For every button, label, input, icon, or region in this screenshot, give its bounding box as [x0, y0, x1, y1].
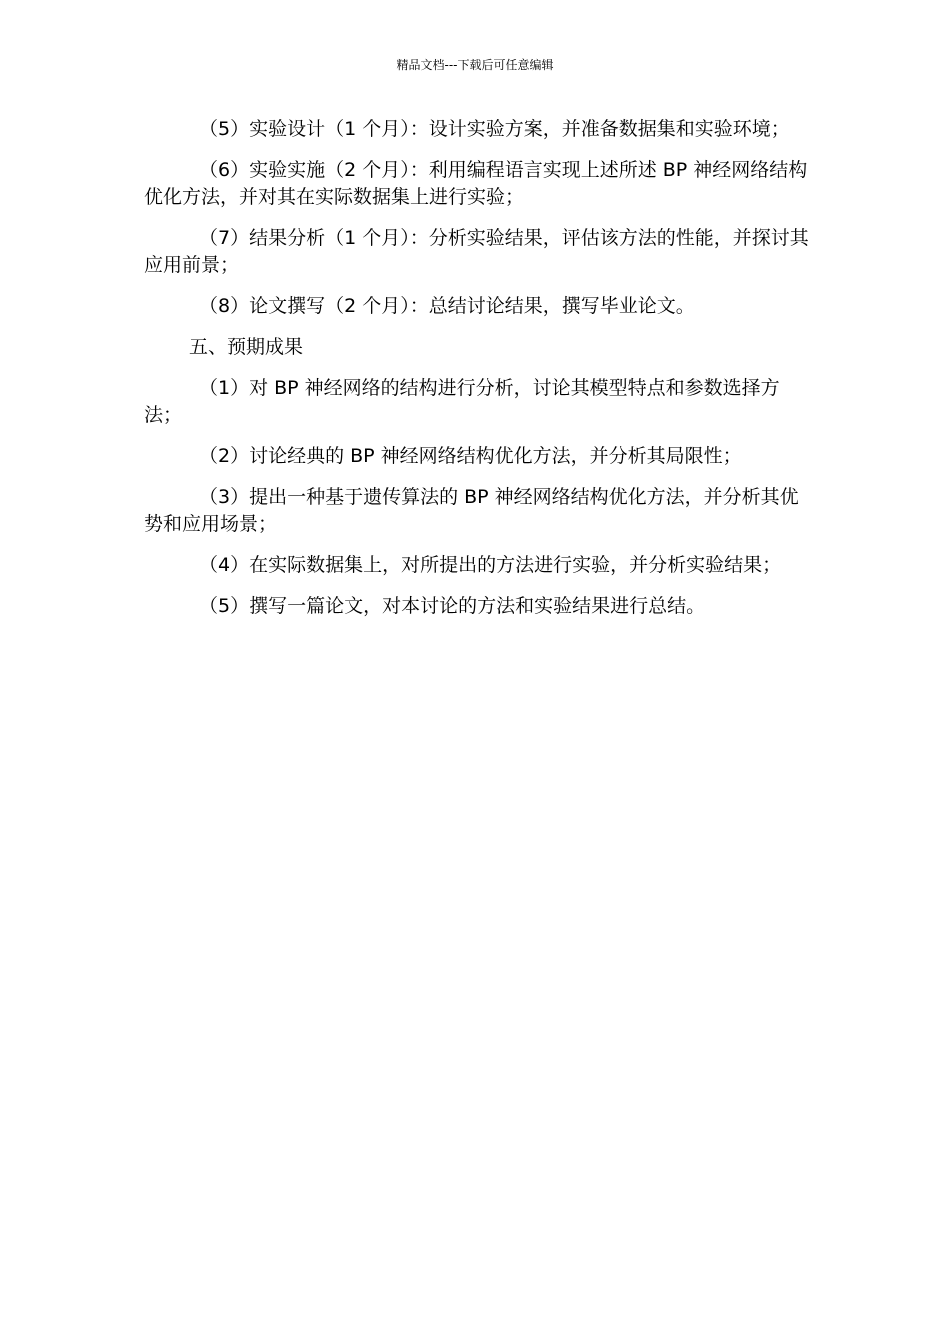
document-body	[144, 116, 812, 634]
plan-item-7: （7）结果分析（1 个月）：分析实验结果，评估该方法的性能，并探讨其应用前景；	[144, 227, 809, 276]
result-item-5: （5）撰写一篇论文，对本讨论的方法和实验结果进行总结。	[199, 595, 706, 617]
plan-item-8: （8）论文撰写（2 个月）：总结讨论结果，撰写毕业论文。	[199, 295, 695, 317]
section-heading-expected-results: 五、预期成果	[189, 336, 304, 358]
plan-item-6: （6）实验实施（2 个月）：利用编程语言实现上述所述 BP 神经网络结构优化方法，并对其在实际数据集上进行实验；	[144, 159, 808, 208]
plan-item-5: （5）实验设计（1 个月）：设计实验方案，并准备数据集和实验环境；	[199, 118, 790, 140]
result-item-3: （3）提出一种基于遗传算法的 BP 神经网络结构优化方法，并分析其优势和应用场景；	[144, 486, 799, 535]
result-item-1: （1）对 BP 神经网络的结构进行分析，讨论其模型特点和参数选择方法；	[144, 377, 780, 426]
result-item-4: （4）在实际数据集上，对所提出的方法进行实验，并分析实验结果；	[199, 554, 782, 576]
result-item-2: （2）讨论经典的 BP 神经网络结构优化方法，并分析其局限性；	[199, 445, 742, 467]
page-header: 精品文档---下载后可任意编辑	[396, 58, 554, 72]
